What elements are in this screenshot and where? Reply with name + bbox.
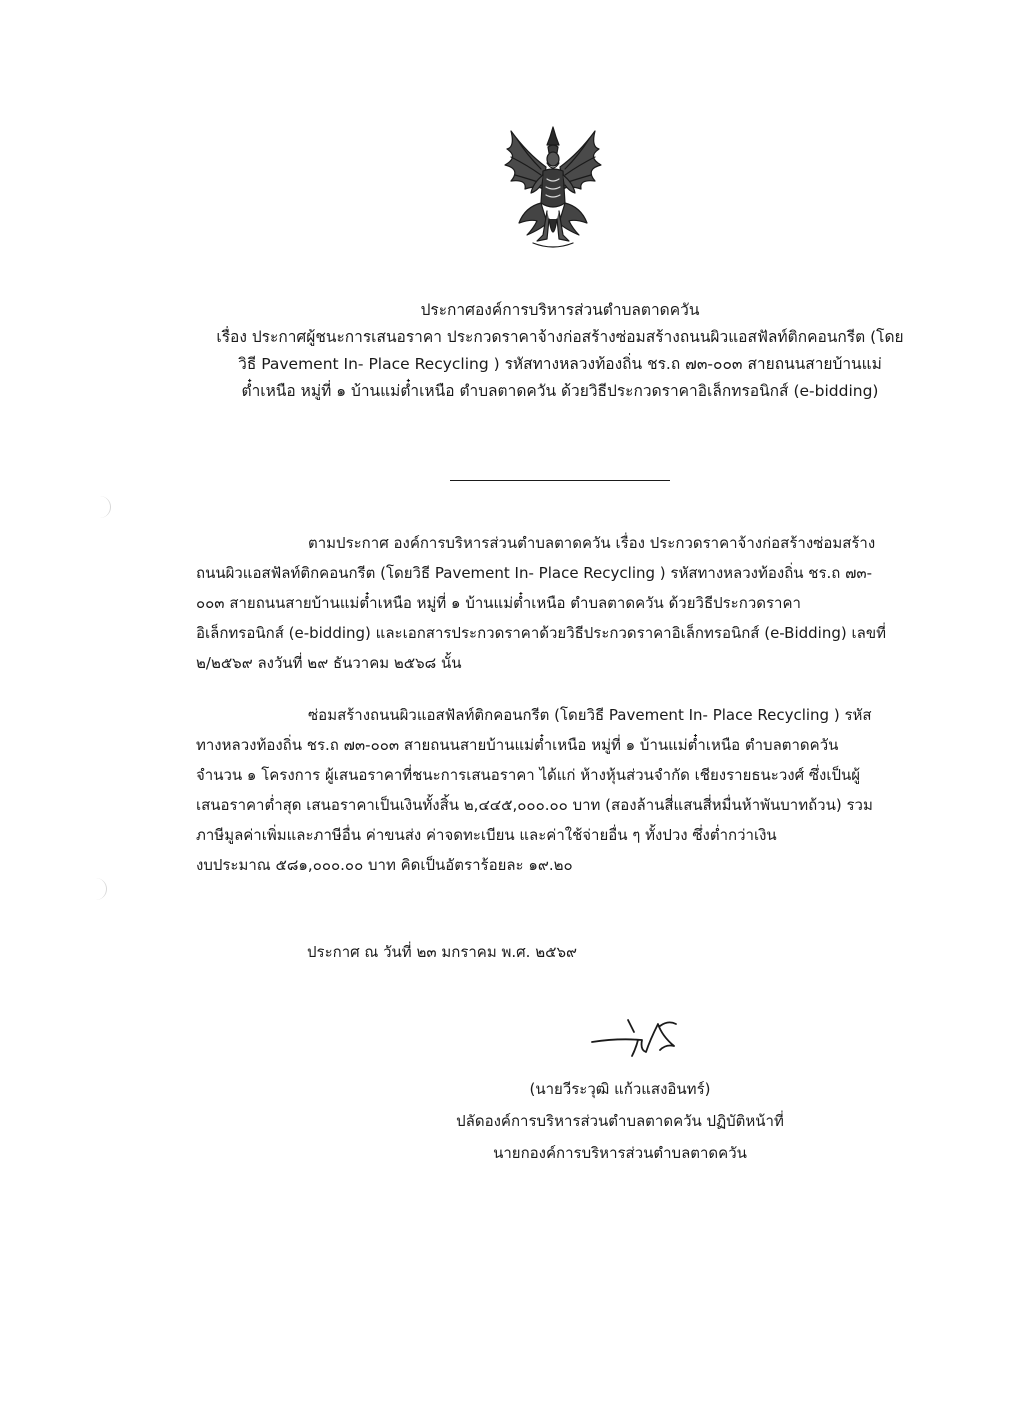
signer-position-1: ปลัดองค์การบริหารส่วนตำบลตาดควัน ปฏิบัติหน้าที่: [456, 1112, 784, 1130]
punch-hole-bottom: [92, 878, 107, 900]
handwritten-signature: [588, 1010, 698, 1068]
issuer-line: ประกาศองค์การบริหารส่วนตำบลตาดควัน: [420, 301, 700, 319]
paragraph-line: เสนอราคาต่ำสุด เสนอราคาเป็นเงินทั้งสิ้น ๒,๔๔๕,๐๐๐.๐๐ บาท (สองล้านสี่แสนสี่หมื่นห้าพันบาทถ้วน) รวม: [196, 796, 873, 814]
paragraph-line: ๒/๒๕๖๙ ลงวันที่ ๒๙ ธันวาคม ๒๕๖๘ นั้น: [196, 654, 462, 672]
paragraph-line: ๐๐๓ สายถนนสายบ้านแม่ต๋ำเหนือ หมู่ที่ ๑ บ้านแม่ต๋ำเหนือ ตำบลตาดควัน ด้วยวิธีประกวดราคา: [196, 594, 801, 612]
subject-line-3: ต๋ำเหนือ หมู่ที่ ๑ บ้านแม่ต๋ำเหนือ ตำบลตาดควัน ด้วยวิธีประกวดราคาอิเล็กทรอนิกส์ (e-bidding): [241, 382, 879, 400]
paragraph-line: ตามประกาศ องค์การบริหารส่วนตำบลตาดควัน เรื่อง ประกวดราคาจ้างก่อสร้างซ่อมสร้าง: [308, 534, 876, 552]
paragraph-line: ทางหลวงท้องถิ่น ชร.ถ ๗๓-๐๐๓ สายถนนสายบ้านแม่ต๋ำเหนือ หมู่ที่ ๑ บ้านแม่ต๋ำเหนือ ตำบลตาดควัน: [196, 736, 839, 754]
paragraph-line: งบประมาณ ๕๘๑,๐๐๐.๐๐ บาท คิดเป็นอัตราร้อยละ ๑๙.๒๐: [196, 856, 573, 874]
punch-hole-top: [96, 496, 111, 518]
subject-line-1: เรื่อง ประกาศผู้ชนะการเสนอราคา ประกวดราคาจ้างก่อสร้างซ่อมสร้างถนนผิวแอสฟัลท์ติกคอนกรีต (โดย: [216, 328, 904, 346]
title-divider: [450, 480, 670, 481]
subject-line-2: วิธี Pavement In- Place Recycling ) รหัสทางหลวงท้องถิ่น ชร.ถ ๗๓-๐๐๓ สายถนนสายบ้านแม่: [238, 355, 882, 373]
paragraph-line: ถนนผิวแอสฟัลท์ติกคอนกรีต (โดยวิธี Pavement In- Place Recycling ) รหัสทางหลวงท้องถิ่น ชร.ถ ๗๓-: [196, 564, 873, 582]
signer-position-2: นายกองค์การบริหารส่วนตำบลตาดควัน: [493, 1144, 747, 1162]
paragraph-line: ซ่อมสร้างถนนผิวแอสฟัลท์ติกคอนกรีต (โดยวิธี Pavement In- Place Recycling ) รหัส: [308, 706, 872, 724]
announcement-title: [180, 297, 940, 405]
paragraph-line: อิเล็กทรอนิกส์ (e-bidding) และเอกสารประกวดราคาด้วยวิธีประกวดราคาอิเล็กทรอนิกส์ (e-Bidding) เลขที่: [196, 624, 886, 642]
paragraph-line: ภาษีมูลค่าเพิ่มและภาษีอื่น ค่าขนส่ง ค่าจดทะเบียน และค่าใช้จ่ายอื่น ๆ ทั้งปวง ซึ่งต่ำกว่าเงิน: [196, 826, 777, 844]
body-paragraph-2: [196, 700, 926, 880]
announcement-date: ประกาศ ณ วันที่ ๒๓ มกราคม พ.ศ. ๒๕๖๙: [307, 943, 577, 961]
garuda-emblem-icon: [497, 123, 609, 253]
body-paragraph-1: [196, 528, 926, 678]
signer-name: (นายวีระวุฒิ แก้วแสงอินทร์): [529, 1080, 711, 1098]
paragraph-line: จำนวน ๑ โครงการ ผู้เสนอราคาที่ชนะการเสนอราคา ได้แก่ ห้างหุ้นส่วนจำกัด เชียงรายธนะวงศ์ ซึ่งเป็นผู้: [196, 766, 861, 784]
signer-block: [420, 1073, 820, 1169]
